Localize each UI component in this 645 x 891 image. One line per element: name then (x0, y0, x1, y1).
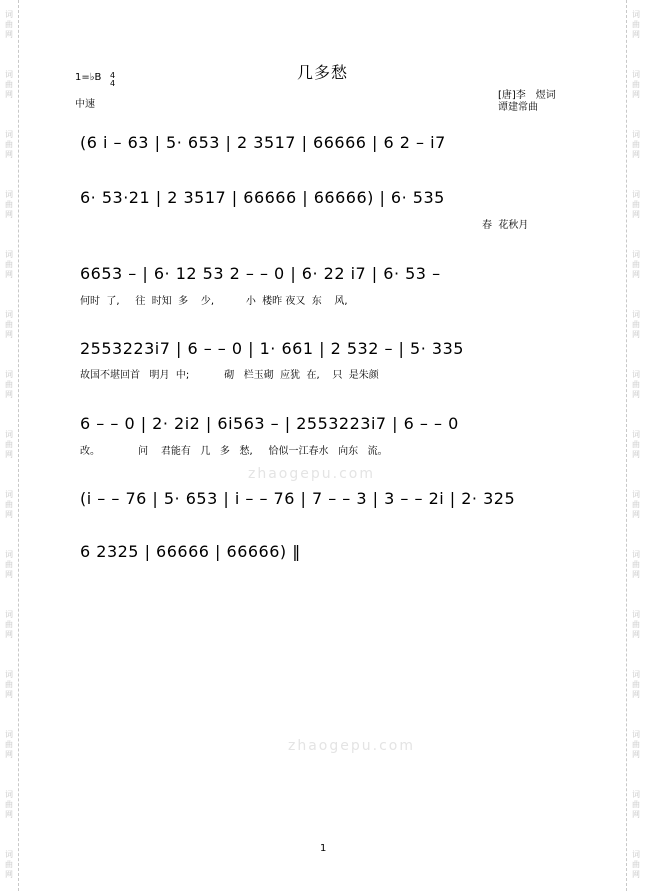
side-watermark: 词曲网 (632, 430, 640, 459)
right-watermark-strip (626, 0, 645, 891)
side-watermark: 词曲网 (5, 10, 13, 39)
side-watermark: 词曲网 (632, 550, 640, 579)
score-line-2: 6· 53·21 | 2 3517 | 66666 | 66666) | 6· 535 (80, 188, 445, 207)
side-watermark: 词曲网 (632, 250, 640, 279)
side-watermark: 词曲网 (632, 130, 640, 159)
score-line-4: 2553223i7 | 6 – – 0 | 1· 661 | 2 532 – | 5· 335 (80, 339, 464, 358)
lyric-line-4: 故国不堪回首 明月 中; 砌 栏玉砌 应犹 在, 只 是朱颜 (80, 370, 379, 381)
side-watermark: 词曲网 (5, 250, 13, 279)
composer-credit: 谭建常曲 (498, 102, 538, 113)
side-watermark: 词曲网 (632, 370, 640, 399)
side-watermark: 词曲网 (632, 790, 640, 819)
side-watermark: 词曲网 (5, 70, 13, 99)
side-watermark: 词曲网 (632, 850, 640, 879)
left-watermark-strip (0, 0, 19, 891)
side-watermark: 词曲网 (632, 10, 640, 39)
side-watermark: 词曲网 (632, 310, 640, 339)
score-line-1: (6 i – 63 | 5· 653 | 2 3517 | 66666 | 6 2 – i7 (80, 133, 446, 152)
side-watermark: 词曲网 (5, 430, 13, 459)
side-watermark: 词曲网 (5, 670, 13, 699)
side-watermark: 词曲网 (5, 850, 13, 879)
tempo-marking: 中速 (75, 99, 95, 110)
side-watermark: 词曲网 (632, 190, 640, 219)
side-watermark: 词曲网 (5, 130, 13, 159)
side-watermark: 词曲网 (5, 730, 13, 759)
side-watermark: 词曲网 (632, 490, 640, 519)
side-watermark: 词曲网 (632, 610, 640, 639)
lyricist-credit: [唐]李 煜词 (498, 90, 556, 101)
score-line-5: 6 – – 0 | 2· 2i2 | 6i563 – | 2553223i7 | 6 – – 0 (80, 414, 459, 433)
score-line-7: 6 2325 | 66666 | 66666) ‖ (80, 542, 301, 561)
key-signature: 1=♭B (75, 72, 102, 83)
side-watermark: 词曲网 (5, 190, 13, 219)
lyric-line-5: 改。 问 君能有 几 多 愁, 恰似一江春水 向东 流。 (80, 446, 388, 457)
song-title: 几多愁 (296, 63, 348, 82)
side-watermark: 词曲网 (5, 610, 13, 639)
lyric-line-2: 春 花秋月 (482, 220, 529, 231)
side-watermark: 词曲网 (632, 730, 640, 759)
side-watermark: 词曲网 (5, 550, 13, 579)
lyric-line-3: 何时 了, 往 时知 多 少, 小 楼昨 夜又 东 风, (80, 296, 348, 307)
side-watermark: 词曲网 (632, 670, 640, 699)
side-watermark: 词曲网 (5, 790, 13, 819)
center-watermark: zhaogepu.com (248, 466, 375, 482)
side-watermark: 词曲网 (5, 310, 13, 339)
center-watermark: zhaogepu.com (288, 738, 415, 754)
score-line-6: (i – – 76 | 5· 653 | i – – 76 | 7 – – 3 | 3 – – 2i | 2· 325 (80, 489, 516, 508)
time-signature: 4 4 (110, 71, 116, 88)
page-number: 1 (320, 843, 327, 854)
side-watermark: 词曲网 (5, 490, 13, 519)
side-watermark: 词曲网 (5, 370, 13, 399)
side-watermark: 词曲网 (632, 70, 640, 99)
score-line-3: 6653 – | 6· 12 53 2 – – 0 | 6· 22 i7 | 6· 53 – (80, 264, 441, 283)
